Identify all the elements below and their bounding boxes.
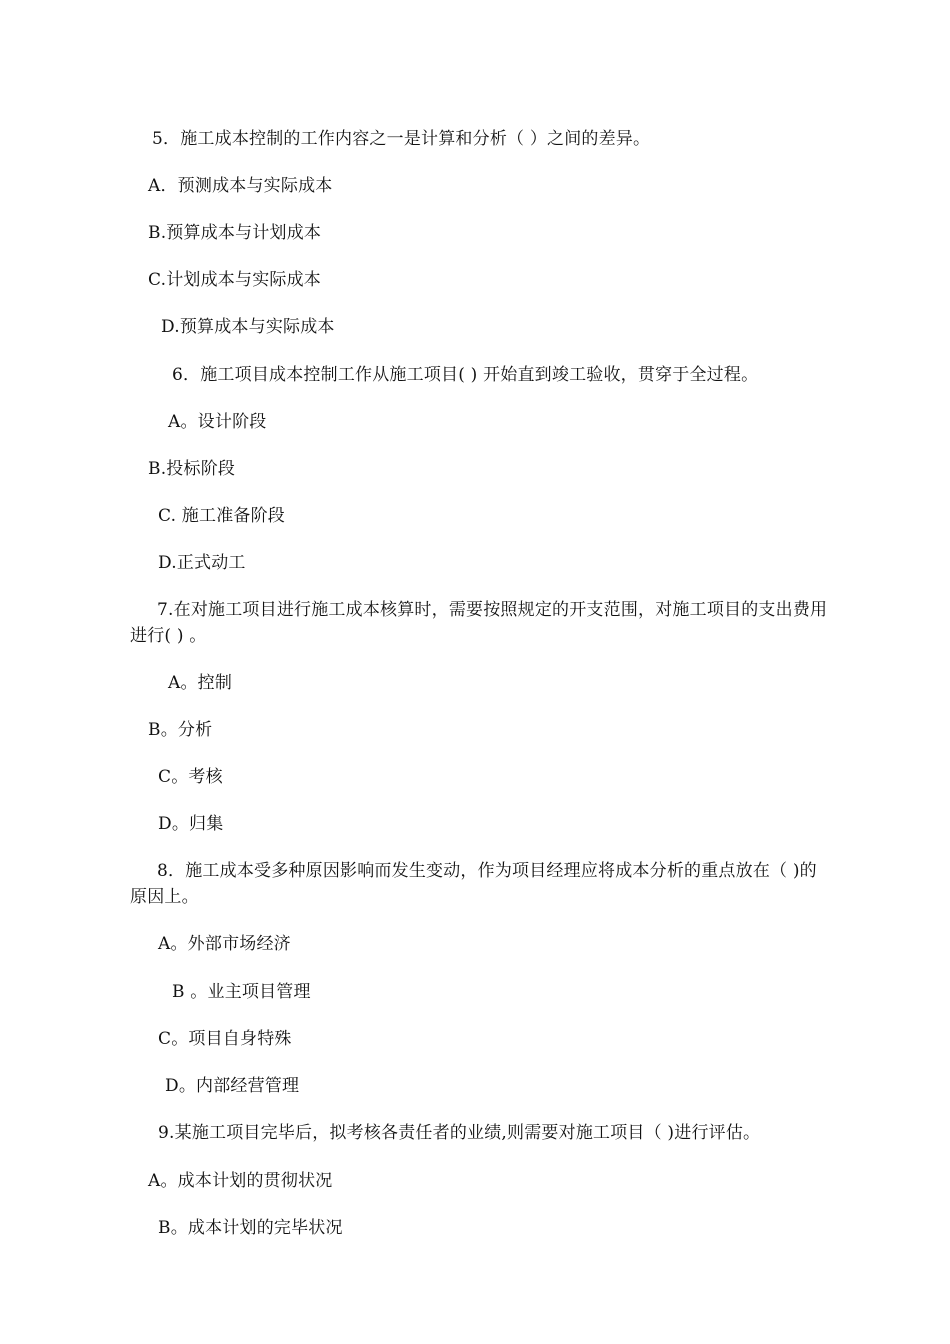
question-6: 6．施工项目成本控制工作从施工项目( ) 开始直到竣工验收，贯穿于全过程。: [172, 365, 759, 385]
q5-option-c: C.计划成本与实际成本: [148, 270, 322, 290]
question-7: 7.在对施工项目进行施工成本核算时，需要按照规定的开支范围，对施工项目的支出费用进行( ) 。: [130, 600, 828, 646]
q7-option-c: C。考核: [158, 767, 223, 787]
q6-option-a: A。设计阶段: [168, 412, 267, 432]
q5-option-a: A．预测成本与实际成本: [148, 176, 333, 196]
q7-option-b: B。分析: [148, 720, 213, 740]
q7-option-d: D。归集: [158, 814, 224, 834]
q8-option-d: D。内部经营管理: [165, 1076, 300, 1096]
q6-option-b: B.投标阶段: [148, 459, 236, 479]
q7-option-a: A。控制: [168, 673, 233, 693]
q8-option-a: A。外部市场经济: [158, 934, 291, 954]
q8-option-b: B 。业主项目管理: [172, 982, 311, 1002]
question-8: 8．施工成本受多种原因影响而发生变动，作为项目经理应将成本分析的重点放在（ )的原因上。: [130, 861, 817, 907]
q6-option-d: D.正式动工: [158, 553, 246, 573]
q6-option-c: C. 施工准备阶段: [158, 506, 286, 526]
q9-option-a: A。成本计划的贯彻状况: [148, 1171, 333, 1191]
question-9: 9.某施工项目完毕后，拟考核各责任者的业绩,则需要对施工项目（ )进行评估。: [158, 1123, 761, 1143]
q5-option-d: D.预算成本与实际成本: [161, 317, 335, 337]
question-5: 5．施工成本控制的工作内容之一是计算和分析（ ）之间的差异。: [152, 129, 651, 149]
q5-option-b: B.预算成本与计划成本: [148, 223, 322, 243]
q8-option-c: C。项目自身特殊: [158, 1029, 292, 1049]
q9-option-b: B。成本计划的完毕状况: [158, 1218, 343, 1238]
